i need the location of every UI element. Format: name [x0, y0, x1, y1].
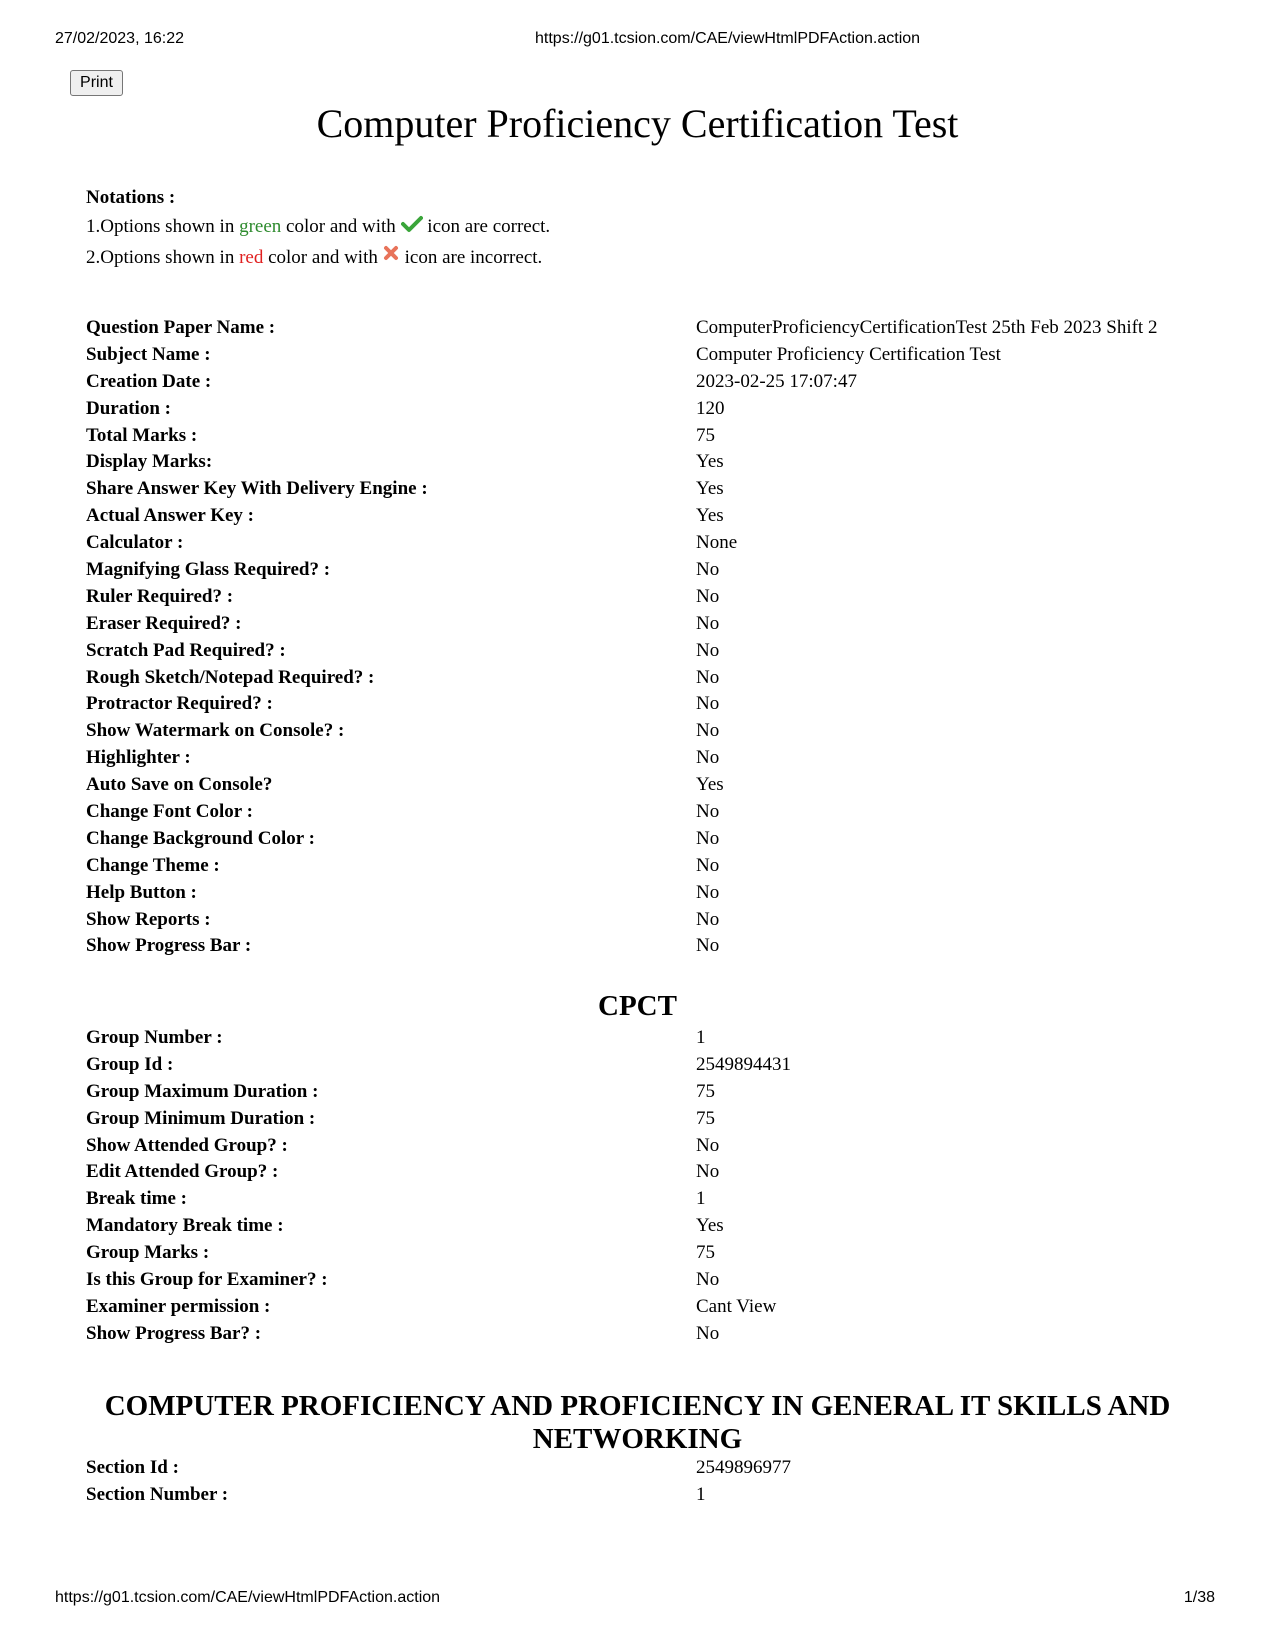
field-label: Display Marks:	[86, 451, 213, 473]
field-label: Scratch Pad Required? :	[86, 639, 286, 661]
field-label: Eraser Required? :	[86, 612, 242, 634]
field-label: Magnifying Glass Required? :	[86, 559, 331, 581]
print-footer-url: https://g01.tcsion.com/CAE/viewHtmlPDFAction.action	[55, 1589, 441, 1606]
notation-correct-mid: color and with	[281, 216, 401, 237]
notation-green-word: green	[239, 216, 282, 237]
notation-incorrect-suffix: icon are incorrect.	[404, 247, 543, 268]
field-value: No	[696, 1134, 720, 1156]
field-value: No	[696, 1322, 720, 1344]
field-label: Actual Answer Key :	[86, 505, 254, 527]
notation-red-word: red	[239, 247, 264, 268]
field-label: Ruler Required? :	[86, 585, 234, 607]
field-label: Show Reports :	[86, 908, 211, 930]
field-value: No	[696, 1161, 720, 1183]
field-label: Subject Name :	[86, 343, 211, 365]
field-value: No	[696, 559, 720, 581]
print-button[interactable]: Print	[70, 70, 123, 96]
notation-incorrect	[86, 241, 550, 272]
field-value: No	[696, 935, 720, 957]
field-label: Rough Sketch/Notepad Required? :	[86, 666, 375, 688]
page-number: 1/38	[1183, 1589, 1215, 1606]
field-value: 75	[696, 1242, 715, 1264]
cross-icon	[383, 241, 399, 257]
print-datetime: 27/02/2023, 16:22	[55, 30, 185, 47]
field-label: Group Maximum Duration :	[86, 1080, 319, 1102]
field-value: Yes	[696, 505, 724, 527]
section-heading-line1: COMPUTER PROFICIENCY AND PROFICIENCY IN GENERAL IT SKILLS AND	[104, 1390, 1171, 1422]
section-heading-line2: NETWORKING	[532, 1423, 743, 1455]
field-value: No	[696, 693, 720, 715]
field-label: Section Number :	[86, 1483, 229, 1505]
field-label: Section Id :	[86, 1457, 179, 1478]
field-value: 75	[696, 1080, 715, 1102]
field-value: 1	[696, 1483, 706, 1505]
field-label: Highlighter :	[86, 747, 191, 769]
field-value: No	[696, 612, 720, 634]
field-value: 75	[696, 424, 715, 446]
field-label: Change Font Color :	[86, 801, 253, 823]
field-value: No	[696, 1269, 720, 1291]
field-label: Help Button :	[86, 881, 197, 903]
field-value: ComputerProficiencyCertificationTest 25th Feb 2023 Shift 2	[696, 317, 1158, 338]
field-label: Calculator :	[86, 532, 184, 554]
field-value: 75	[696, 1107, 715, 1129]
field-value: 120	[696, 397, 725, 419]
field-value: No	[696, 720, 720, 742]
field-label: Duration :	[86, 397, 171, 419]
field-value: No	[696, 639, 720, 661]
field-value: 2549894431	[696, 1053, 791, 1075]
field-label: Show Watermark on Console? :	[86, 720, 345, 742]
field-label: Group Id :	[86, 1053, 174, 1075]
field-value: None	[696, 532, 738, 554]
field-label: Edit Attended Group? :	[86, 1161, 279, 1183]
notation-correct-suffix: icon are correct.	[422, 216, 551, 237]
field-label: Group Minimum Duration :	[86, 1107, 316, 1129]
field-value: No	[696, 801, 720, 823]
section-heading	[0, 1390, 1275, 1456]
check-icon	[401, 213, 423, 231]
field-label: Auto Save on Console?	[86, 774, 273, 796]
field-value: Cant View	[696, 1295, 777, 1317]
field-label: Show Progress Bar :	[86, 935, 252, 957]
field-value: No	[696, 854, 720, 876]
field-value: No	[696, 666, 720, 688]
field-label: Protractor Required? :	[86, 693, 273, 715]
field-label: Question Paper Name :	[86, 317, 276, 338]
field-value: Yes	[696, 774, 724, 796]
field-value: No	[696, 908, 720, 930]
notation-incorrect-mid: color and with	[263, 247, 383, 268]
field-label: Share Answer Key With Delivery Engine :	[86, 478, 428, 500]
field-value: Yes	[696, 451, 724, 473]
notations-block	[86, 183, 550, 272]
print-header-url: https://g01.tcsion.com/CAE/viewHtmlPDFAction.action	[535, 30, 921, 47]
notations-heading: Notations :	[86, 187, 176, 208]
field-value: Yes	[696, 478, 724, 500]
field-label: Total Marks :	[86, 424, 198, 446]
notation-correct-prefix: 1.Options shown in	[86, 216, 240, 237]
field-label: Group Marks :	[86, 1242, 210, 1264]
field-label: Show Attended Group? :	[86, 1134, 288, 1156]
field-label: Is this Group for Examiner? :	[86, 1269, 328, 1291]
field-label: Group Number :	[86, 1027, 223, 1048]
field-value: No	[696, 747, 720, 769]
field-label: Change Theme :	[86, 854, 220, 876]
group-heading: CPCT	[598, 990, 677, 1022]
field-value: No	[696, 881, 720, 903]
field-label: Mandatory Break time :	[86, 1215, 284, 1237]
field-value: Yes	[696, 1215, 724, 1237]
field-label: Break time :	[86, 1188, 187, 1210]
field-value: Computer Proficiency Certification Test	[696, 343, 1001, 365]
field-value: 2549896977	[696, 1457, 791, 1478]
field-value: 1	[696, 1188, 706, 1210]
field-label: Examiner permission :	[86, 1295, 271, 1317]
field-value: No	[696, 585, 720, 607]
page-title: Computer Proficiency Certification Test	[316, 101, 959, 146]
field-label: Show Progress Bar? :	[86, 1322, 262, 1344]
notation-correct	[86, 212, 550, 241]
field-value: No	[696, 827, 720, 849]
field-label: Change Background Color :	[86, 827, 315, 849]
notation-incorrect-prefix: 2.Options shown in	[86, 247, 240, 268]
field-value: 1	[696, 1027, 706, 1048]
field-label: Creation Date :	[86, 370, 212, 392]
field-value: 2023-02-25 17:07:47	[696, 370, 857, 392]
